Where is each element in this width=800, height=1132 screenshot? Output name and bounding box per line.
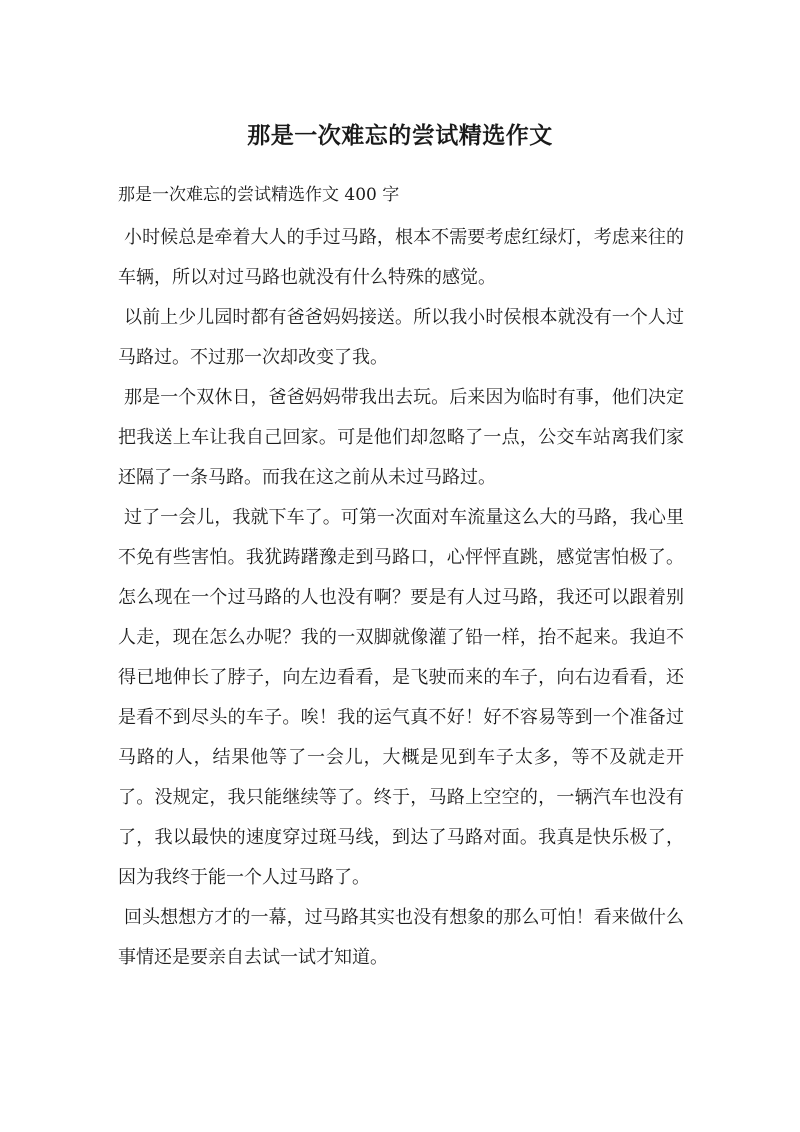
paragraph-3: 那是一个双休日，爸爸妈妈带我出去玩。后来因为临时有事，他们决定把我送上车让我自己回家。可是他们却忽略了一点，公交车站离我们家还隔了一条马路。而我在这之前从未过马路过。 bbox=[118, 387, 684, 488]
paragraph-4: 过了一会儿，我就下车了。可第一次面对车流量这么大的马路，我心里不免有些害怕。我犹踌躇豫走到马路口，心怦怦直跳，感觉害怕极了。怎么现在一个过马路的人也没有啊？要是有人过马路，我还可以跟着别人走，现在怎么办呢？我的一双脚就像灌了铅一样，抬不起来。我迫不得已地伸长了脖子，向左边看看，是飞驶而来的车子，向右边看看，还是看不到尽头的车子。唉！我的运气真不好！好不容易等到一个准备过马路的人，结果他等了一会儿，大概是见到车子太多，等不及就走开了。没规定，我只能继续等了。终于，马路上空空的，一辆汽车也没有了，我以最快的速度穿过斑马线，到达了马路对面。我真是快乐极了，因为我终于能一个人过马路了。 bbox=[118, 507, 684, 888]
paragraph-5: 回头想想方才的一幕，过马路其实也没有想象的那么可怕！看来做什么事情还是要亲自去试一试才知道。 bbox=[118, 907, 684, 968]
document-title: 那是一次难忘的尝试精选作文 bbox=[247, 122, 553, 149]
document-body bbox=[118, 218, 684, 978]
paragraph-2: 以前上少儿园时都有爸爸妈妈接送。所以我小时侯根本就没有一个人过马路过。不过那一次却改变了我。 bbox=[118, 307, 684, 368]
document-subtitle: 那是一次难忘的尝试精选作文 400 字 bbox=[118, 185, 400, 205]
paragraph-1: 小时候总是牵着大人的手过马路，根本不需要考虑红绿灯，考虑来往的车辆，所以对过马路也就没有什么特殊的感觉。 bbox=[118, 227, 684, 288]
